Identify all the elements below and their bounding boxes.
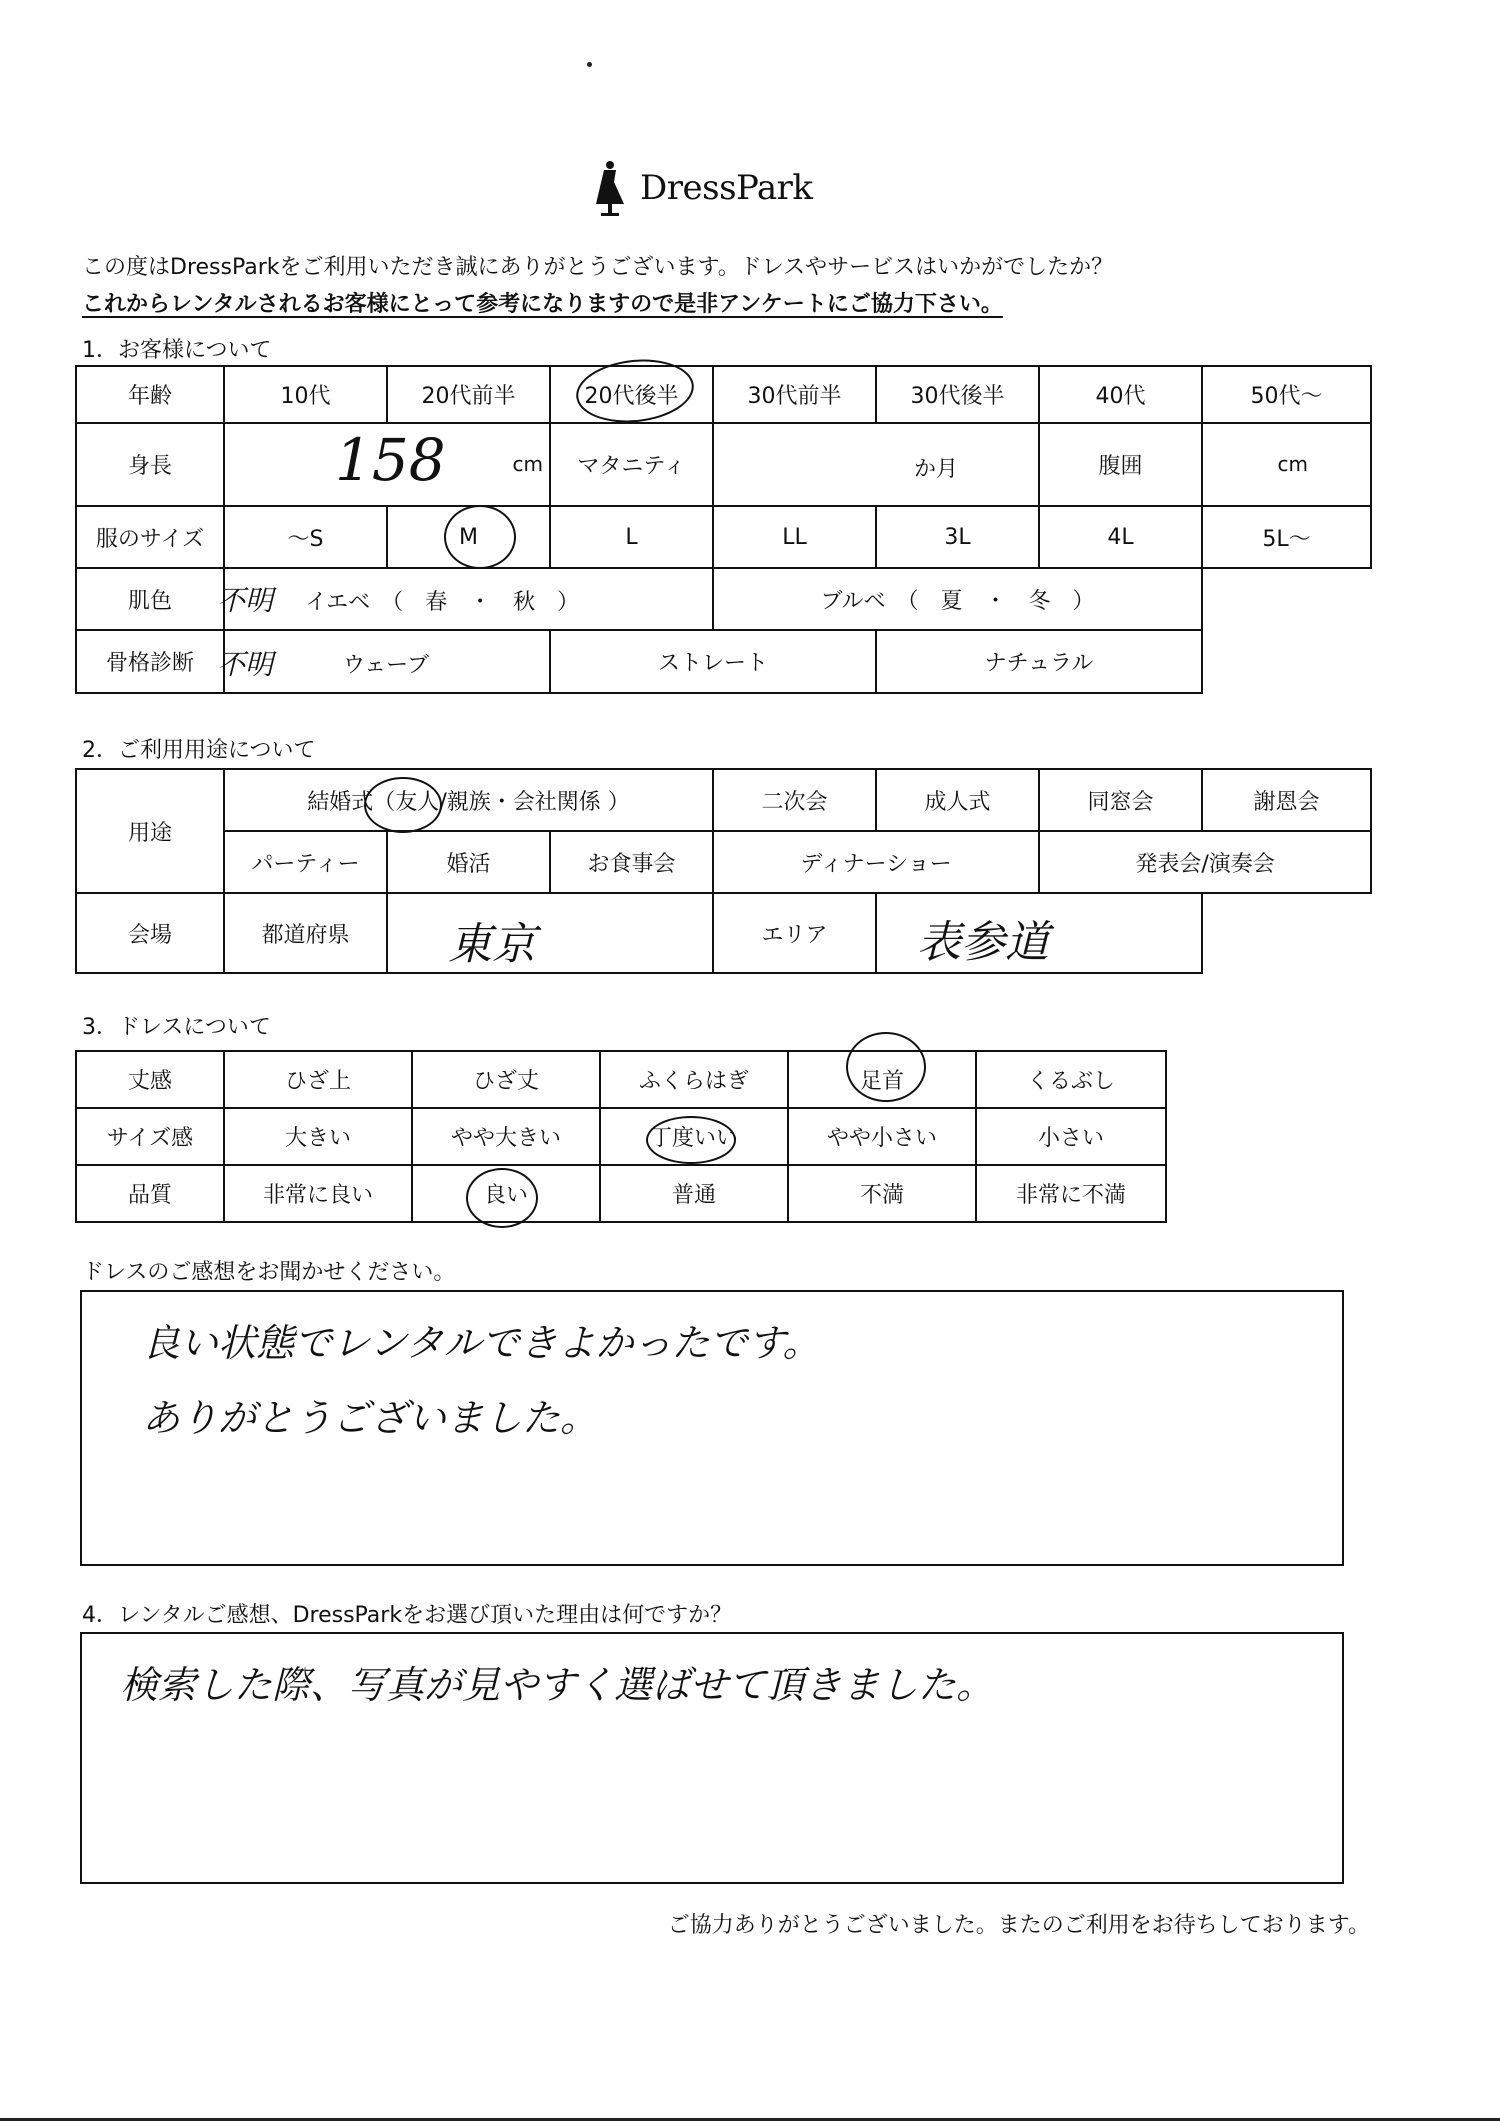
- frame-label: 骨格診断: [76, 630, 224, 693]
- section1-title: 1．お客様について: [82, 338, 272, 363]
- skin-yellow-text: イエベ （ 春 ・ 秋 ）: [305, 590, 580, 615]
- section3-title: 3．ドレスについて: [82, 1015, 271, 1040]
- size-option[interactable]: 5L～: [1202, 506, 1371, 568]
- age-option-selected[interactable]: 20代後半: [550, 366, 713, 423]
- age-option[interactable]: 50代～: [1202, 366, 1371, 423]
- quality-option[interactable]: 非常に不満: [976, 1165, 1166, 1222]
- dress-comment-line1: 良い状態でレンタルできよかったです。: [142, 1321, 821, 1365]
- skin-blue-option[interactable]: [713, 568, 1202, 630]
- length-label: 丈感: [76, 1051, 224, 1108]
- purpose-option[interactable]: 婚活: [387, 831, 550, 893]
- reason-answer-box[interactable]: [80, 1632, 1344, 1884]
- quality-option[interactable]: 不満: [788, 1165, 976, 1222]
- purpose-table: [75, 768, 1372, 974]
- purpose-label: 用途: [76, 769, 224, 893]
- height-unit: cm: [512, 452, 543, 476]
- prefecture-value: 東京: [448, 919, 536, 970]
- skin-yellow-option[interactable]: [217, 568, 713, 630]
- maternity-unit: か月: [913, 457, 958, 482]
- frame-wave-text: ウェーブ: [343, 653, 430, 678]
- age-option[interactable]: 30代前半: [713, 366, 876, 423]
- blank-cell: [1202, 630, 1371, 693]
- size-option[interactable]: 4L: [1039, 506, 1202, 568]
- venue-label: 会場: [76, 893, 224, 973]
- section2-title: 2．ご利用用途について: [82, 738, 316, 763]
- length-option[interactable]: ふくらはぎ: [600, 1051, 788, 1108]
- age-label: 年齢: [76, 366, 224, 423]
- size-option-selected[interactable]: M: [387, 506, 550, 568]
- purpose-option[interactable]: 謝恩会: [1202, 769, 1371, 831]
- frame-option-wave[interactable]: [217, 630, 550, 693]
- length-option-selected[interactable]: 足首: [788, 1051, 976, 1108]
- length-option[interactable]: ひざ上: [224, 1051, 412, 1108]
- wedding-option[interactable]: 結婚式（友人/親族・会社関係 ）: [224, 769, 713, 831]
- purpose-option[interactable]: お食事会: [550, 831, 713, 893]
- maternity-field[interactable]: [713, 423, 1039, 506]
- intro-request: これからレンタルされるお客様にとって参考になりますので是非アンケートにご協力下さい。: [82, 292, 1003, 317]
- age-option[interactable]: 10代: [224, 366, 387, 423]
- fit-option[interactable]: 小さい: [976, 1108, 1166, 1165]
- quality-option[interactable]: 非常に良い: [224, 1165, 412, 1222]
- skin-blue-text: ブルベ （ 夏 ・ 冬 ）: [820, 588, 1095, 614]
- waist-label: 腹囲: [1039, 423, 1202, 506]
- purpose-option[interactable]: 二次会: [713, 769, 876, 831]
- footer-thanks: ご協力ありがとうございました。またのご利用をお待ちしております。: [667, 1913, 1370, 1938]
- quality-option[interactable]: 普通: [600, 1165, 788, 1222]
- frame-handwritten-note: 不明: [217, 648, 274, 681]
- area-field[interactable]: [876, 893, 1202, 973]
- page-bottom-rule: [0, 2118, 1500, 2121]
- age-option[interactable]: 30代後半: [876, 366, 1039, 423]
- dress-feedback-table: [75, 1050, 1167, 1223]
- purpose-option[interactable]: 発表会/演奏会: [1039, 831, 1371, 893]
- dresspark-logo: [590, 160, 910, 220]
- waist-field[interactable]: [1202, 423, 1371, 506]
- size-label: 服のサイズ: [76, 506, 224, 568]
- intro-text: この度はDressParkをご利用いただき誠にありがとうございます。ドレスやサービスはいかがでしたか？: [82, 255, 1114, 280]
- size-option[interactable]: LL: [713, 506, 876, 568]
- skin-handwritten-note: 不明: [217, 584, 274, 617]
- length-option[interactable]: ひざ丈: [412, 1051, 600, 1108]
- area-label: エリア: [713, 893, 876, 973]
- purpose-option[interactable]: ディナーショー: [713, 831, 1039, 893]
- age-option[interactable]: 40代: [1039, 366, 1202, 423]
- wedding-label: 結婚式（: [307, 789, 396, 815]
- scan-speck: [587, 62, 592, 67]
- dress-comment-box[interactable]: [80, 1290, 1344, 1566]
- height-value: 158: [335, 426, 446, 494]
- frame-option-straight[interactable]: ストレート: [550, 630, 876, 693]
- fit-option[interactable]: 大きい: [224, 1108, 412, 1165]
- purpose-option[interactable]: 同窓会: [1039, 769, 1202, 831]
- size-option[interactable]: L: [550, 506, 713, 568]
- quality-label: 品質: [76, 1165, 224, 1222]
- section4-title: 4．レンタルご感想、DressParkをお選び頂いた理由は何ですか？: [82, 1603, 733, 1628]
- logo-text: DressPark: [640, 168, 813, 208]
- height-label: 身長: [76, 423, 224, 506]
- wedding-friend-option[interactable]: 友人: [395, 789, 440, 815]
- purpose-option[interactable]: パーティー: [224, 831, 387, 893]
- quality-option-selected[interactable]: 良い: [412, 1165, 600, 1222]
- fit-option[interactable]: やや小さい: [788, 1108, 976, 1165]
- blank-cell: [1202, 568, 1371, 630]
- length-option[interactable]: くるぶし: [976, 1051, 1166, 1108]
- customer-info-table: [75, 365, 1372, 694]
- skin-label: 肌色: [76, 568, 224, 630]
- reason-answer: 検索した際、写真が見やすく選ばせて頂きました。: [120, 1663, 995, 1707]
- maternity-label: マタニティ: [550, 423, 713, 506]
- dress-comment-line2: ありがとうございました。: [142, 1396, 599, 1440]
- size-option[interactable]: ～S: [224, 506, 387, 568]
- fit-option[interactable]: やや大きい: [412, 1108, 600, 1165]
- size-option[interactable]: 3L: [876, 506, 1039, 568]
- area-value: 表参道: [917, 917, 1050, 968]
- purpose-option[interactable]: 成人式: [876, 769, 1039, 831]
- fit-option-selected[interactable]: 丁度いい: [600, 1108, 788, 1165]
- dress-icon: [590, 160, 630, 220]
- wedding-family-option[interactable]: 親族・会社関係 ）: [446, 789, 630, 815]
- age-option[interactable]: 20代前半: [387, 366, 550, 423]
- waist-unit: cm: [1277, 452, 1308, 476]
- frame-option-natural[interactable]: ナチュラル: [876, 630, 1202, 693]
- blank-cell: [1202, 893, 1371, 973]
- prefecture-label: 都道府県: [224, 893, 387, 973]
- comment-prompt: ドレスのご感想をお聞かせください。: [82, 1260, 456, 1285]
- fit-label: サイズ感: [76, 1108, 224, 1165]
- height-field[interactable]: [224, 423, 550, 506]
- prefecture-field[interactable]: [387, 893, 713, 973]
